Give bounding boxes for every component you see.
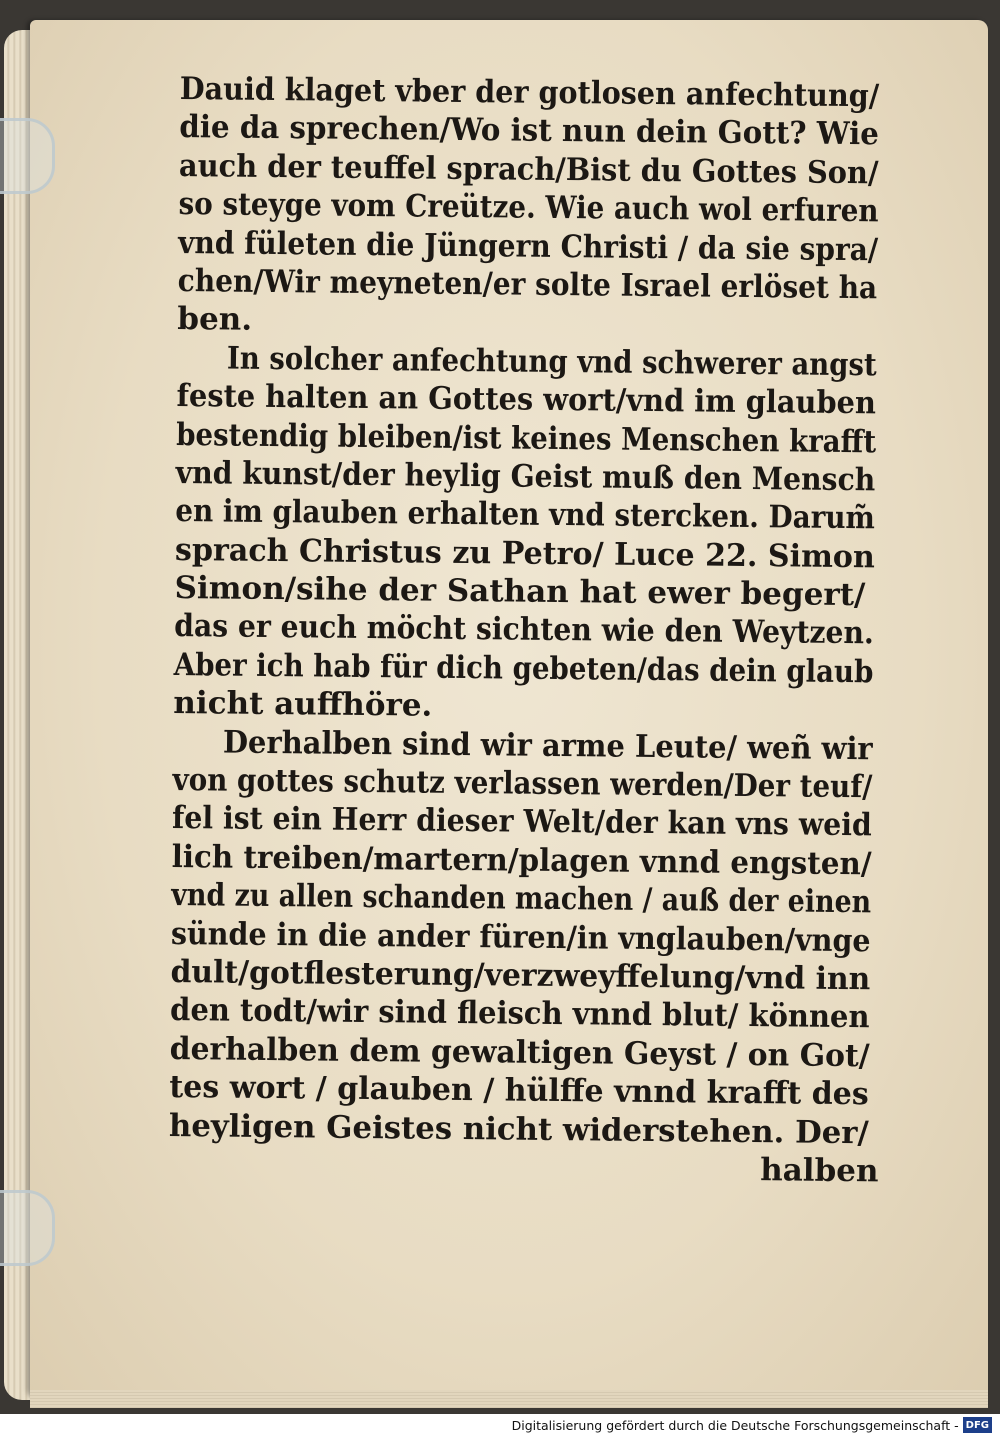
- text-line: sünde in die ander füren/in vnglauben/vnge: [170, 915, 871, 959]
- text-line: fel ist ein Herr dieser Welt/der kan vns weid: [171, 800, 872, 844]
- book-clip-top: [0, 118, 55, 194]
- text-line: en im glauben erhalten vnd stercken. Darum̃: [175, 493, 876, 537]
- text-line: dult/gotflesterung/verzweyffelung/vnd inn: [170, 953, 871, 998]
- footer-credit: Digitalisierung gefördert durch die Deutsche Forschungsgemeinschaft -: [511, 1417, 959, 1433]
- book-bottom-edges: [30, 1390, 988, 1408]
- text-line: vnd fületen die Jüngern Christi / da sie spra/: [178, 224, 879, 268]
- text-line: so steyge vom Creütze. Wie auch wol erfuren: [178, 186, 879, 230]
- text-line: feste halten an Gottes wort/vnd im glauben: [176, 378, 877, 422]
- text-line: Simon/sihe der Sathan hat ewer begert/: [174, 570, 866, 614]
- text-line: Derhalben sind wir arme Leute/ weñ wir: [222, 724, 873, 767]
- text-line: das er euch möcht sichten wie den Weytzen.: [173, 608, 875, 652]
- dfg-logo-icon: DFG: [963, 1417, 992, 1433]
- text-line: vnd kunst/der heylig Geist muß den Mensch: [175, 454, 876, 499]
- text-line: Dauid klaget vber der gotlosen anfechtung/: [179, 70, 880, 115]
- text-line: sprach Christus zu Petro/ Luce 22. Simon: [174, 531, 876, 575]
- digitization-footer: [0, 1414, 1000, 1436]
- text-line: derhalben dem gewaltigen Geyst / on Got/: [169, 1030, 870, 1075]
- text-line: tes wort / glauben / hülffe vnnd krafft des: [169, 1069, 869, 1113]
- text-line: von gottes schutz verlassen werden/Der teuf/: [172, 761, 873, 806]
- text-line: heyligen Geistes nicht widerstehen. Der/: [168, 1107, 869, 1151]
- text-line: vnd zu allen schanden machen / auß der einen: [171, 877, 872, 921]
- page-text-block: [168, 70, 890, 1191]
- text-line: nicht auffhöre.: [173, 685, 433, 724]
- text-line: halben: [759, 1152, 879, 1190]
- text-line: In solcher anfechtung vnd schwerer angst: [226, 340, 877, 384]
- text-line: auch der teuffel sprach/Bist du Gottes Son/: [178, 147, 879, 192]
- text-line: den todt/wir sind fleisch vnnd blut/ können: [169, 992, 870, 1036]
- text-line: bestendig bleiben/ist keines Menschen krafft: [175, 416, 877, 460]
- text-line: chen/Wir meyneten/er solte Israel erlöset ha: [177, 262, 878, 307]
- book-clip-bottom: [0, 1190, 55, 1266]
- text-line: die da sprechen/Wo ist nun dein Gott? Wie: [179, 109, 880, 153]
- text-line: lich treiben/martern/plagen vnnd engsten/: [171, 838, 872, 883]
- text-line: ben.: [177, 301, 253, 339]
- text-line: Aber ich hab für dich gebeten/das dein glaub: [173, 646, 874, 691]
